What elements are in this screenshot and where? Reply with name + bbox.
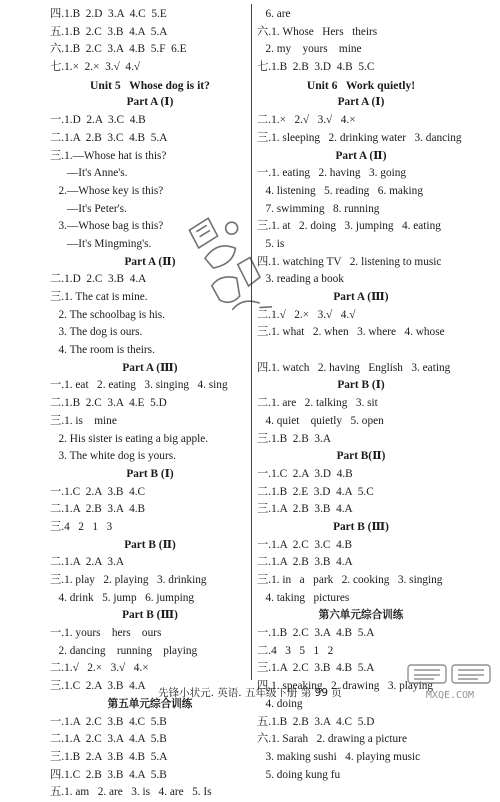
answer-line: 四.1.C 2.B 3.B 4.A 5.B — [50, 768, 167, 781]
answer-line: 2. The schoolbag is his. — [50, 308, 165, 321]
answer-line: 6. are — [257, 8, 291, 20]
answer-line: 一.1.C 2.A 3.B 4.C — [50, 485, 146, 498]
section-heading: Part B (Ⅰ) — [126, 467, 174, 480]
section-heading: Unit 6 Work quietly! — [306, 78, 416, 92]
svg-text:MXQE.COM: MXQE.COM — [425, 690, 475, 701]
answer-line: 一.1. yours hers ours — [50, 627, 162, 640]
answer-line: 二.1.√ 2.× 3.√ 4.√ — [257, 308, 356, 321]
section-heading: Part B(Ⅱ) — [336, 450, 386, 463]
answer-line: 三.1. is mine — [50, 414, 117, 427]
section-heading: Part A (Ⅱ) — [124, 255, 176, 268]
section-heading: 第六单元综合训练 — [318, 609, 404, 622]
answer-line: —It's Anne's. — [50, 167, 128, 180]
answer-line: 3. The white dog is yours. — [50, 450, 176, 463]
answer-line: 一.1. eating 2. having 3. going — [257, 167, 407, 180]
answer-line: 5. is — [257, 237, 285, 250]
answer-line: 7. swimming 8. running — [257, 202, 380, 215]
answer-line: 七.1.× 2.× 3.√ 4.√ — [50, 61, 141, 74]
answer-line: 一.1. eat 2. eating 3. singing 4. sing — [50, 379, 228, 392]
answer-line: 二.1.A 2.C 3.A 4.A 5.B — [50, 733, 167, 746]
answer-line: 4. doing — [257, 697, 303, 710]
answer-line: 二.1.A 2.B 3.C 4.B 5.A — [50, 131, 168, 144]
section-heading: Part A (Ⅰ) — [126, 96, 174, 109]
section-heading: 第五单元综合训练 — [107, 697, 193, 710]
answer-line: —It's Peter's. — [50, 202, 127, 215]
answer-line: 四.1. watch 2. having English 3. eating — [257, 361, 451, 374]
answer-line: 三.1.B 2.B 3.A — [257, 432, 332, 445]
answer-line: 4. drink 5. jump 6. jumping — [50, 591, 195, 604]
answer-line: 三.1. what 2. when 3. where 4. whose — [257, 326, 445, 339]
answer-line: 一.1.A 2.C 3.C 4.B — [257, 538, 353, 551]
answer-line: 五.1.B 2.C 3.B 4.A 5.A — [50, 25, 168, 38]
section-heading: Part B (Ⅲ) — [333, 520, 389, 533]
answer-line: 3.—Whose bag is this? — [50, 220, 164, 233]
answer-line: 5. doing kung fu — [257, 768, 341, 781]
answer-line: 4. quiet quietly 5. open — [257, 414, 384, 427]
answer-line: 一.1.C 2.A 3.D 4.B — [257, 467, 353, 480]
section-heading: Part B (Ⅰ) — [337, 379, 385, 392]
section-heading: Part A (Ⅱ) — [335, 149, 387, 162]
section-heading: Part B (Ⅱ) — [124, 538, 176, 551]
section-heading: Part A (Ⅲ) — [333, 291, 389, 303]
answer-line: 三.1. sleeping 2. drinking water 3. dancing — [257, 131, 462, 144]
answer-line: 三.1. The cat is mine. — [50, 291, 148, 303]
answer-line: —It's Mingming's. — [50, 237, 152, 250]
answer-line: 一.1.D 2.A 3.C 4.B — [50, 114, 146, 127]
answer-line: 2. His sister is eating a big apple. — [50, 432, 209, 445]
answer-line: 三.1. at 2. doing 3. jumping 4. eating — [257, 220, 441, 233]
section-heading: Part B (Ⅲ) — [122, 609, 178, 622]
answer-line: 二.1.× 2.√ 3.√ 4.× — [257, 114, 356, 127]
answer-line: 2. my yours mine — [257, 43, 362, 56]
answer-line: 三.1.—Whose hat is this? — [50, 149, 167, 162]
answer-line: 三.1.C 2.A 3.B 4.A — [50, 680, 146, 693]
answer-line: 二.1.A 2.B 3.B 4.A — [257, 556, 353, 569]
left-answer-column — [50, 6, 250, 802]
answer-line: 四.1. watching TV 2. listening to music — [257, 255, 442, 268]
answer-line: 二.1.√ 2.× 3.√ 4.× — [50, 662, 149, 675]
answer-line: 一.1.A 2.C 3.B 4.C 5.B — [50, 715, 167, 728]
answer-line: 三.4 2 1 3 — [50, 520, 113, 533]
answer-line: 二.1.A 2.B 3.A 4.B — [50, 503, 146, 516]
answer-line: 2. dancing running playing — [50, 644, 198, 657]
answer-line: 二.1.A 2.A 3.A — [50, 556, 125, 569]
answer-line: 五.1.B 2.B 3.A 4.C 5.D — [257, 715, 375, 728]
answer-line: 4. The room is theirs. — [50, 344, 155, 357]
section-heading: Unit 5 Whose dog is it? — [90, 78, 210, 92]
answer-line — [257, 342, 465, 360]
answer-line: 六.1.B 2.C 3.A 4.B 5.F 6.E — [50, 43, 187, 56]
answer-line: 二.1. are 2. talking 3. sit — [257, 397, 378, 410]
column-divider — [251, 4, 252, 680]
answer-line: 四.1.B 2.D 3.A 4.C 5.E — [50, 8, 167, 20]
answer-line: 六.1. Whose Hers theirs — [257, 25, 378, 38]
section-heading: Part A (Ⅰ) — [337, 96, 385, 109]
answer-line: 五.1. am 2. are 3. is 4. are 5. Is — [50, 786, 212, 799]
answer-line: 一.1.B 2.C 3.A 4.B 5.A — [257, 627, 375, 640]
answer-line: 二.4 3 5 1 2 — [257, 644, 334, 657]
answer-line: 七.1.B 2.B 3.D 4.B 5.C — [257, 61, 375, 74]
answer-line: 六.1. Sarah 2. drawing a picture — [257, 733, 407, 746]
answer-line: 二.1.B 2.E 3.D 4.A 5.C — [257, 485, 374, 498]
answer-line: 二.1.B 2.C 3.A 4.E 5.D — [50, 397, 167, 410]
page-footer: 先锋小状元. 英语. 五年级下册 第 99 页 — [158, 687, 342, 699]
answer-line: 3. The dog is ours. — [50, 326, 143, 339]
answer-line: 三.1. in a park 2. cooking 3. singing — [257, 574, 443, 586]
answer-line: 三.1.B 2.A 3.B 4.B 5.A — [50, 750, 168, 763]
answer-line: 三.1. play 2. playing 3. drinking — [50, 574, 207, 586]
answer-line: 二.1.D 2.C 3.B 4.A — [50, 273, 147, 286]
answer-line: 三.1.A 2.C 3.B 4.B 5.A — [257, 662, 375, 675]
answer-line: 三.1.A 2.B 3.B 4.A — [257, 503, 353, 516]
section-heading: Part A (Ⅲ) — [122, 361, 178, 374]
answer-line: 2.—Whose key is this? — [50, 184, 164, 197]
answer-line: 4. taking pictures — [257, 591, 350, 604]
answer-line: 3. reading a book — [257, 273, 344, 286]
answer-line: 四.1. speaking 2. drawing 3. playing — [257, 680, 434, 693]
answer-line: 4. listening 5. reading 6. making — [257, 184, 423, 197]
answer-line: 3. making sushi 4. playing music — [257, 750, 421, 763]
